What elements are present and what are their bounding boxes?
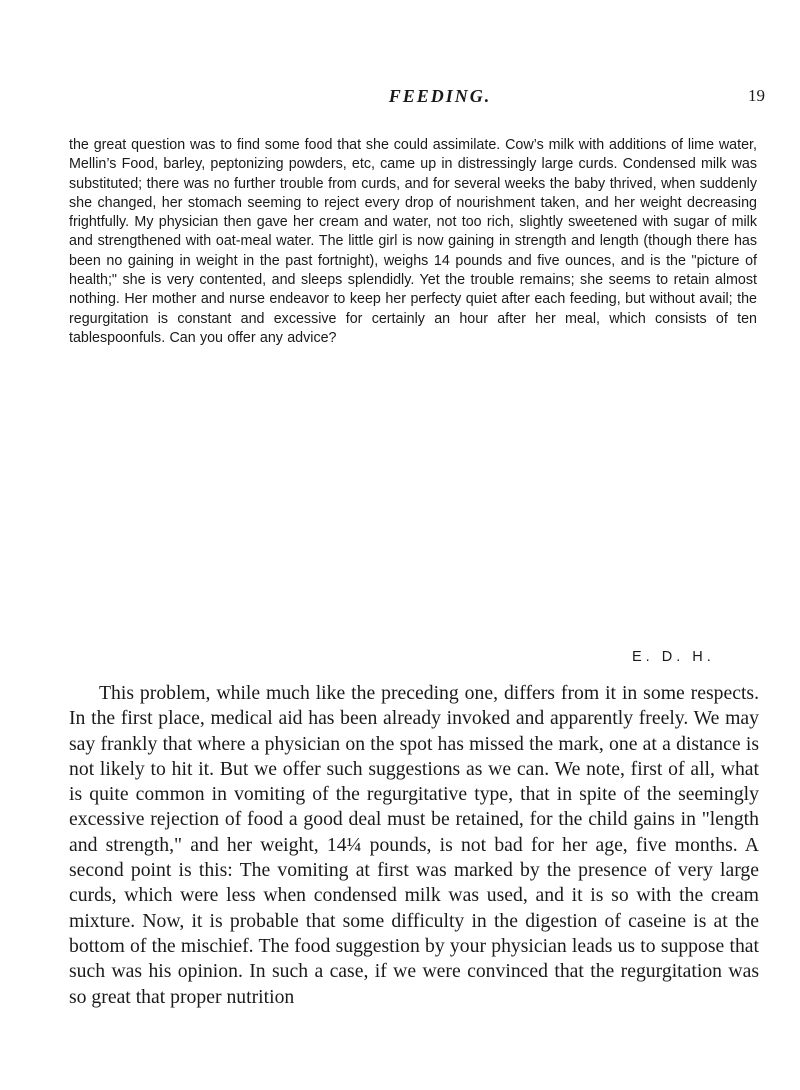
running-title: FEEDING. [388, 86, 492, 106]
page-number: 19 [748, 86, 765, 105]
reader-letter-text: the great question was to find some food that she could assimilate. Cow’s milk with additions of lime water, Mellin’s Food, barley, peptonizing powders, etc, came up in distressingly large curds. Condensed milk was substituted; there was no further trouble from curds, and for several weeks the baby thrived, when suddenly she changed, her stomach seeming to reject every drop of nourishment taken, and her weight decreasing frightfully. My physician then gave her cream and water, not too rich, slightly sweetened with sugar of milk and strengthened with oat-meal water. The little girl is now gaining in strength and length (though there has been no gaining in weight in the past fortnight), weighs 14 pounds and five ounces, and is the "picture of health;" she is very contented, and sleeps splendidly. Yet the trouble remains; she seems to retain almost nothing. Her mother and nurse endeavor to keep her perfecty quiet after each feeding, but without avail; the regurgitation is constant and excessive for certainly an hour after her meal, which consists of ten tablespoonfuls. Can you offer any advice? [69, 137, 757, 346]
letter-signature: E. D. H. [632, 649, 715, 665]
editor-response-text: This problem, while much like the preceding one, differs from it in some respects. In the first place, medical aid has been already invoked and apparently freely. We may say frankly that where a physician on the spot has missed the mark, one at a distance is not likely to hit it. But we offer such suggestions as we can. We note, first of all, what is quite common in vomiting of the regurgitative type, that in spite of the seemingly excessive rejection of food a good deal must be retained, for the child gains in "length and strength," and her weight, 14¼ pounds, is not bad for her age, five months. A second point is this: The vomiting at first was marked by the presence of very large curds, which were less when condensed milk was used, and it is so with the cream mixture. Now, it is probable that some difficulty in the digestion of caseine is at the bottom of the mischief. The food suggestion by your physician leads us to suppose that such was his opinion. In such a case, if we were convinced that the regurgitation was so great that proper nutrition [69, 682, 759, 1008]
